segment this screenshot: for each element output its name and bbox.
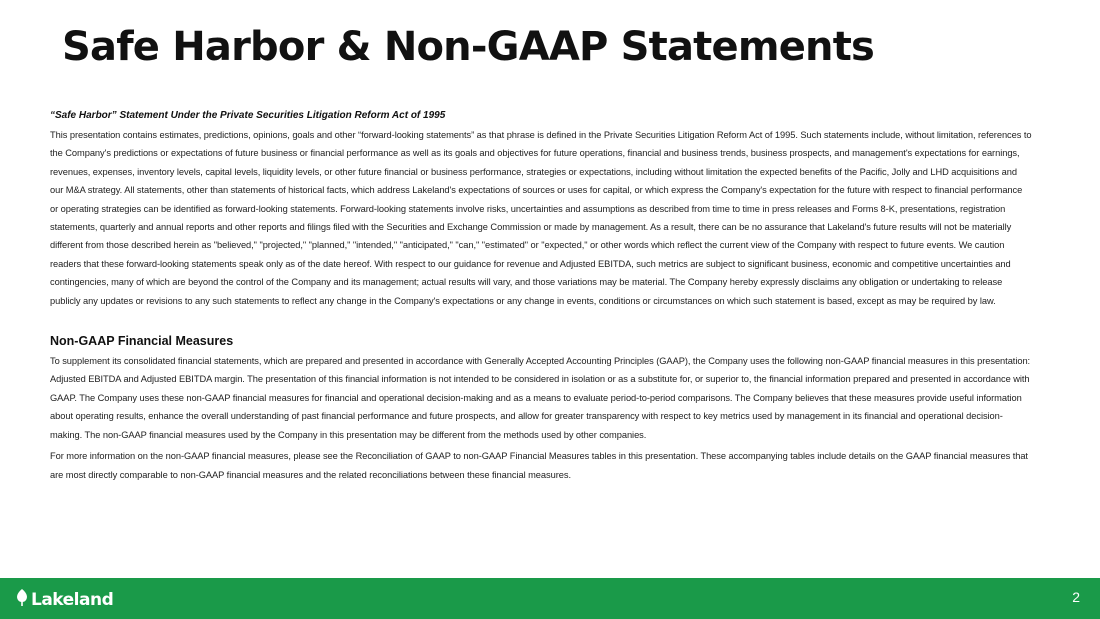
safe-harbor-heading: “Safe Harbor” Statement Under the Private Securities Litigation Reform Act of 1995	[50, 110, 446, 121]
footer-bar	[0, 578, 1100, 619]
slide-title: Safe Harbor & Non-GAAP Statements	[62, 24, 875, 70]
safe-harbor-body: This presentation contains estimates, predictions, opinions, goals and other “forward-looking statements” as that phrase is defined in the Private Securities Litigation Reform Act of 1995. Such statements include, without limitation, references to the Company's predictions or expectations of future business or financial performance as well as its goals and objectives for future operations, financial and business trends, business prospects, and management's expectations for earnings, revenues, expenses, inventory levels, capital levels, liquidity levels, or other future financial or business performance, strategies or expectations, including without limitation the expected benefits of the Pacific, Jolly and LHD acquisitions and our M&A strategy. All statements, other than statements of historical facts, which address Lakeland's expectations of sources or uses for capital, or which express the Company's expectation for the future with respect to financial performance or operating strategies can be identified as forward-looking statements. Forward-looking statements involve risks, uncertainties and assumptions as described from time to time in press releases and Forms 8-K, presentations, registration statements, quarterly and annual reports and other reports and filings filed with the Securities and Exchange Commission or made by management. As a result, there can be no assurance that Lakeland's future results will not be materially different from those described herein as "believed," "projected," "planned," "intended," "anticipated," "can," "estimated" or "expected," or other words which reflect the current view of the Company with respect to future events. We caution readers that these forward-looking statements speak only as of the date hereof. With respect to our guidance for revenue and Adjusted EBITDA, such metrics are subject to significant business, economic and competitive uncertainties and contingencies, many of which are beyond the control of the Company and its management; actual results will vary, and those variations may be material. The Company hereby expressly disclaims any obligation or undertaking to release publicly any updates or revisions to any such statements to reflect any change in the Company's expectations or any change in events, conditions or circumstances on which such statement is based, except as may be required by law.	[50, 130, 1032, 306]
non-gaap-heading: Non-GAAP Financial Measures	[50, 334, 234, 349]
non-gaap-body-2: For more information on the non-GAAP financial measures, please see the Reconciliation of GAAP to non-GAAP Financial Measures tables in this presentation. These accompanying tables include details on the GAAP financial measures that are most directly comparable to non-GAAP financial measures and the related reconciliations between these financial measures.	[50, 451, 1028, 480]
non-gaap-body-1: To supplement its consolidated financial statements, which are prepared and presented in accordance with Generally Accepted Accounting Principles (GAAP), the Company uses the following non-GAAP financial measures in this presentation: Adjusted EBITDA and Adjusted EBITDA margin. The presentation of this financial information is not intended to be considered in isolation or as a substitute for, or superior to, the financial information prepared and presented in accordance with GAAP. The Company uses these non-GAAP financial measures for financial and operational decision-making and as a means to evaluate period-to-period comparisons. The Company believes that these measures provide useful information about operating results, enhance the overall understanding of past financial performance and future prospects, and allow for greater transparency with respect to key metrics used by management in its financial and operational decision-making. The non-GAAP financial measures used by the Company in this presentation may be different from the methods used by other companies.	[50, 356, 1031, 440]
page-number: 2	[1072, 589, 1080, 605]
lakeland-logo	[16, 589, 113, 611]
slide-content	[50, 109, 1032, 484]
logo-text: Lakeland	[31, 590, 114, 610]
leaf-icon	[16, 589, 28, 611]
